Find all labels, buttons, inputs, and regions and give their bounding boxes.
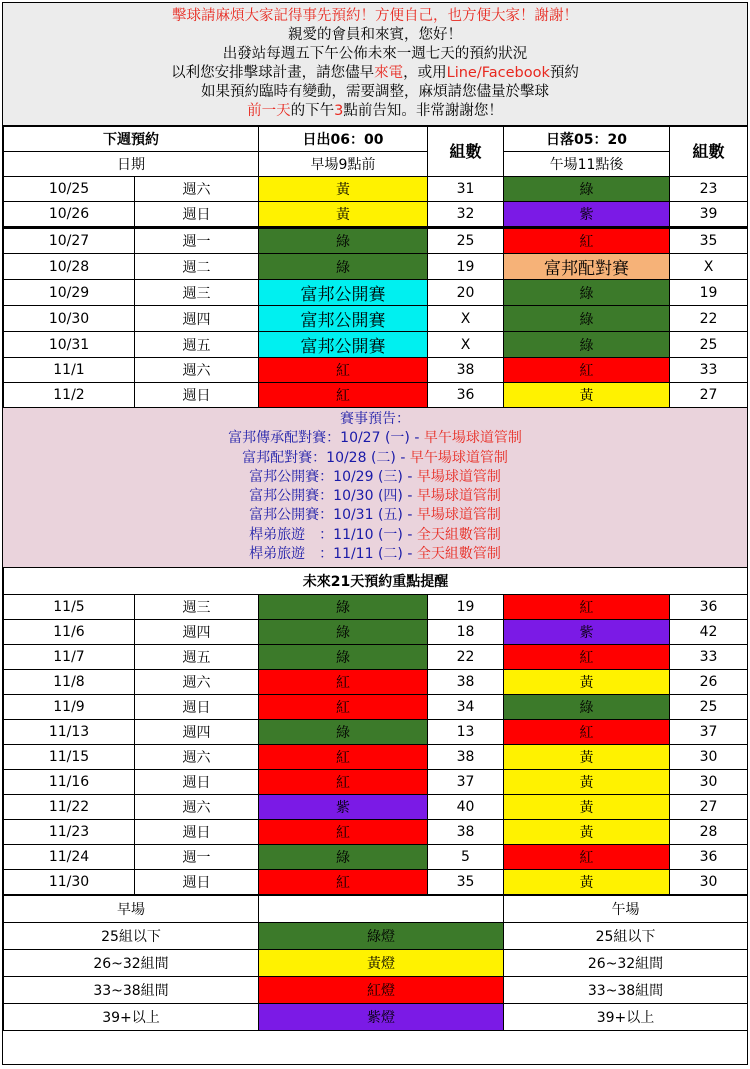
preview-highlight: 早場 <box>416 507 445 524</box>
afternoon-status-cell: 綠 <box>504 177 670 202</box>
notice-highlight: 前一天 <box>247 103 291 119</box>
table-row <box>4 306 748 332</box>
afternoon-groups-cell: 30 <box>670 745 748 770</box>
weekday-cell: 週日 <box>135 820 259 845</box>
weekday-cell: 週三 <box>135 280 259 306</box>
afternoon-groups-cell: 25 <box>670 332 748 358</box>
afternoon-groups-cell: 33 <box>670 645 748 670</box>
morning-status-cell: 黃 <box>259 177 428 202</box>
afternoon-groups-cell: 30 <box>670 870 748 895</box>
date-cell: 10/27 <box>4 228 135 254</box>
morning-status-cell: 富邦公開賽 <box>259 306 428 332</box>
weekly-booking-table <box>3 126 748 408</box>
morning-status-cell: 綠 <box>259 645 428 670</box>
weekday-cell: 週六 <box>135 358 259 383</box>
legend-morning-range: 26~32組間 <box>4 950 259 977</box>
weekday-cell: 週一 <box>135 228 259 254</box>
preview-line <box>3 429 747 448</box>
preview-highlight: 早午 <box>409 449 438 466</box>
morning-groups-cell: 38 <box>428 358 504 383</box>
preview-text: 富邦公開賽：10/29 (三) - <box>249 468 417 485</box>
preview-text: 富邦公開賽：10/31 (五) - <box>249 507 417 524</box>
morning-status-cell: 紅 <box>259 670 428 695</box>
weekday-cell: 週五 <box>135 332 259 358</box>
afternoon-groups-cell: 27 <box>670 383 748 408</box>
future-booking-table <box>3 567 748 895</box>
morning-status-cell: 綠 <box>259 595 428 620</box>
weekday-cell: 週六 <box>135 177 259 202</box>
notice-line-6 <box>3 102 747 121</box>
afternoon-status-cell: 紫 <box>504 202 670 228</box>
afternoon-status-cell: 紅 <box>504 720 670 745</box>
sunrise-header: 日出06：00 <box>259 127 428 152</box>
notice-highlight: Line/Facebook <box>446 65 550 81</box>
legend-table <box>3 895 748 1031</box>
preview-text: 場球道管制 <box>451 430 522 447</box>
preview-highlight: 全天 <box>416 546 445 563</box>
legend-morning-range: 33~38組間 <box>4 977 259 1004</box>
table-row <box>4 720 748 745</box>
preview-line <box>3 506 747 525</box>
notice-line-5: 如果預約臨時有變動，需要調整，麻煩請您儘量於擊球 <box>201 84 549 100</box>
preview-text: 富邦配對賽：10/28 (二) - <box>242 449 410 466</box>
legend-afternoon-range: 39+以上 <box>504 1004 748 1031</box>
afternoon-status-cell: 黃 <box>504 745 670 770</box>
date-cell: 11/7 <box>4 645 135 670</box>
afternoon-status-cell: 紅 <box>504 845 670 870</box>
preview-line <box>3 545 747 564</box>
legend-light: 紫燈 <box>259 1004 504 1031</box>
date-cell: 11/16 <box>4 770 135 795</box>
notice-text: 以利您安排擊球計畫，請您儘早 <box>171 65 375 81</box>
afternoon-status-cell: 黃 <box>504 820 670 845</box>
afternoon-groups-cell: 35 <box>670 228 748 254</box>
legend-afternoon-range: 26~32組間 <box>504 950 748 977</box>
afternoon-groups-cell: 36 <box>670 595 748 620</box>
preview-line <box>3 487 747 506</box>
morning-status-cell: 富邦公開賽 <box>259 332 428 358</box>
pm-groups-header: 組數 <box>670 127 748 177</box>
date-cell: 11/23 <box>4 820 135 845</box>
table-row <box>4 332 748 358</box>
morning-status-cell: 綠 <box>259 254 428 280</box>
morning-groups-cell: 36 <box>428 383 504 408</box>
preview-text: 場球道管制 <box>437 449 508 466</box>
preview-text: 球道管制 <box>444 468 501 485</box>
table-row <box>4 645 748 670</box>
date-cell: 11/1 <box>4 358 135 383</box>
booking-sheet <box>2 2 748 1065</box>
table-row <box>4 595 748 620</box>
preview-highlight: 早場 <box>416 468 445 485</box>
morning-header: 早場9點前 <box>259 152 428 177</box>
table-row <box>4 177 748 202</box>
notice-text: 的下午 <box>290 103 335 119</box>
table-row <box>4 383 748 408</box>
legend-morning-range: 25組以下 <box>4 923 259 950</box>
table-row <box>4 358 748 383</box>
afternoon-status-cell: 黃 <box>504 770 670 795</box>
afternoon-status-cell: 紅 <box>504 228 670 254</box>
weekday-cell: 週六 <box>135 795 259 820</box>
morning-groups-cell: 20 <box>428 280 504 306</box>
afternoon-groups-cell: 25 <box>670 695 748 720</box>
morning-groups-cell: 5 <box>428 845 504 870</box>
preview-text: 球道管制 <box>444 507 501 524</box>
legend-blank <box>259 896 504 923</box>
afternoon-groups-cell: 37 <box>670 720 748 745</box>
afternoon-status-cell: 富邦配對賽 <box>504 254 670 280</box>
table-row <box>4 870 748 895</box>
date-cell: 11/5 <box>4 595 135 620</box>
weekday-cell: 週一 <box>135 845 259 870</box>
notice-box <box>3 3 747 126</box>
table-row <box>4 820 748 845</box>
legend-row <box>4 1004 748 1031</box>
date-cell: 11/22 <box>4 795 135 820</box>
date-cell: 11/9 <box>4 695 135 720</box>
future-title: 未來21天預約重點提醒 <box>4 568 748 595</box>
afternoon-status-cell: 紅 <box>504 645 670 670</box>
afternoon-groups-cell: 36 <box>670 845 748 870</box>
afternoon-groups-cell: 23 <box>670 177 748 202</box>
date-cell: 10/28 <box>4 254 135 280</box>
afternoon-status-cell: 黃 <box>504 795 670 820</box>
preview-lines <box>3 429 747 564</box>
legend-afternoon-label: 午場 <box>504 896 748 923</box>
morning-groups-cell: X <box>428 332 504 358</box>
afternoon-status-cell: 綠 <box>504 306 670 332</box>
preview-highlight: 早場 <box>416 488 445 505</box>
weekday-cell: 週六 <box>135 670 259 695</box>
morning-status-cell: 紅 <box>259 383 428 408</box>
morning-groups-cell: 22 <box>428 645 504 670</box>
morning-groups-cell: 35 <box>428 870 504 895</box>
table-row <box>4 670 748 695</box>
legend-afternoon-range: 33~38組間 <box>504 977 748 1004</box>
morning-groups-cell: 37 <box>428 770 504 795</box>
table-row <box>4 770 748 795</box>
afternoon-status-cell: 紅 <box>504 358 670 383</box>
morning-status-cell: 綠 <box>259 620 428 645</box>
morning-groups-cell: 18 <box>428 620 504 645</box>
afternoon-groups-cell: 22 <box>670 306 748 332</box>
legend-morning-label: 早場 <box>4 896 259 923</box>
preview-highlight: 早午 <box>423 430 452 447</box>
preview-text: 桿弟旅遊 ：11/10 (一) - <box>249 526 417 543</box>
afternoon-groups-cell: 30 <box>670 770 748 795</box>
morning-status-cell: 綠 <box>259 720 428 745</box>
morning-groups-cell: 38 <box>428 670 504 695</box>
preview-text: 球道管制 <box>444 488 501 505</box>
preview-line <box>3 449 747 468</box>
afternoon-status-cell: 綠 <box>504 332 670 358</box>
morning-groups-cell: 19 <box>428 595 504 620</box>
notice-line-4 <box>3 64 747 83</box>
event-preview <box>3 408 747 567</box>
afternoon-groups-cell: 28 <box>670 820 748 845</box>
legend-row <box>4 977 748 1004</box>
preview-text: 富邦傳承配對賽：10/27 (一) - <box>228 430 424 447</box>
preview-highlight: 全天 <box>416 526 445 543</box>
morning-groups-cell: 32 <box>428 202 504 228</box>
legend-row <box>4 923 748 950</box>
table-row <box>4 254 748 280</box>
afternoon-groups-cell: 27 <box>670 795 748 820</box>
morning-status-cell: 紅 <box>259 820 428 845</box>
weekday-cell: 週四 <box>135 306 259 332</box>
sunset-header: 日落05：20 <box>504 127 670 152</box>
notice-line-1: 擊球請麻煩大家記得事先預約！方便自己，也方便大家！謝謝！ <box>172 8 578 24</box>
preview-text: 組數管制 <box>444 526 501 543</box>
morning-status-cell: 紅 <box>259 695 428 720</box>
morning-status-cell: 紅 <box>259 770 428 795</box>
notice-highlight: 3 <box>334 103 344 119</box>
date-cell: 11/15 <box>4 745 135 770</box>
date-cell: 11/30 <box>4 870 135 895</box>
am-groups-header: 組數 <box>428 127 504 177</box>
weekday-cell: 週日 <box>135 695 259 720</box>
date-header: 日期 <box>4 152 259 177</box>
notice-highlight: 來電 <box>374 65 404 81</box>
morning-groups-cell: 38 <box>428 820 504 845</box>
legend-afternoon-range: 25組以下 <box>504 923 748 950</box>
preview-line <box>3 468 747 487</box>
morning-status-cell: 綠 <box>259 845 428 870</box>
afternoon-status-cell: 黃 <box>504 383 670 408</box>
weekday-cell: 週四 <box>135 720 259 745</box>
morning-groups-cell: 25 <box>428 228 504 254</box>
afternoon-status-cell: 綠 <box>504 695 670 720</box>
weekday-cell: 週六 <box>135 745 259 770</box>
date-cell: 11/13 <box>4 720 135 745</box>
morning-status-cell: 富邦公開賽 <box>259 280 428 306</box>
legend-light: 綠燈 <box>259 923 504 950</box>
morning-groups-cell: 40 <box>428 795 504 820</box>
notice-line-3: 出發站每週五下午公佈未來一週七天的預約狀況 <box>222 46 528 62</box>
weekday-cell: 週五 <box>135 645 259 670</box>
afternoon-status-cell: 紫 <box>504 620 670 645</box>
table-row <box>4 228 748 254</box>
morning-status-cell: 黃 <box>259 202 428 228</box>
date-cell: 11/24 <box>4 845 135 870</box>
date-cell: 10/25 <box>4 177 135 202</box>
weekday-cell: 週日 <box>135 202 259 228</box>
morning-groups-cell: 19 <box>428 254 504 280</box>
preview-text: 組數管制 <box>444 546 501 563</box>
afternoon-header: 午場11點後 <box>504 152 670 177</box>
table-row <box>4 745 748 770</box>
afternoon-status-cell: 黃 <box>504 670 670 695</box>
preview-title: 賽事預告： <box>340 411 410 427</box>
date-cell: 10/31 <box>4 332 135 358</box>
afternoon-status-cell: 綠 <box>504 280 670 306</box>
table-row <box>4 845 748 870</box>
morning-status-cell: 紅 <box>259 358 428 383</box>
weekday-cell: 週日 <box>135 770 259 795</box>
legend-row <box>4 950 748 977</box>
table-row <box>4 795 748 820</box>
preview-text: 富邦公開賽：10/30 (四) - <box>249 488 417 505</box>
morning-status-cell: 紅 <box>259 870 428 895</box>
morning-groups-cell: 38 <box>428 745 504 770</box>
date-cell: 10/26 <box>4 202 135 228</box>
weekday-cell: 週日 <box>135 383 259 408</box>
date-cell: 10/30 <box>4 306 135 332</box>
notice-text: 預約 <box>549 65 579 81</box>
morning-status-cell: 綠 <box>259 228 428 254</box>
preview-line <box>3 526 747 545</box>
afternoon-groups-cell: X <box>670 254 748 280</box>
morning-groups-cell: 13 <box>428 720 504 745</box>
morning-status-cell: 紅 <box>259 745 428 770</box>
week-title: 下週預約 <box>4 127 259 152</box>
table-row <box>4 280 748 306</box>
morning-groups-cell: X <box>428 306 504 332</box>
afternoon-groups-cell: 19 <box>670 280 748 306</box>
weekday-cell: 週三 <box>135 595 259 620</box>
afternoon-groups-cell: 39 <box>670 202 748 228</box>
legend-morning-range: 39+以上 <box>4 1004 259 1031</box>
date-cell: 10/29 <box>4 280 135 306</box>
afternoon-groups-cell: 26 <box>670 670 748 695</box>
table-row <box>4 695 748 720</box>
afternoon-status-cell: 紅 <box>504 595 670 620</box>
legend-light: 紅燈 <box>259 977 504 1004</box>
weekday-cell: 週二 <box>135 254 259 280</box>
legend-light: 黃燈 <box>259 950 504 977</box>
notice-text: 點前告知。非常謝謝您！ <box>343 103 503 119</box>
table-row <box>4 202 748 228</box>
afternoon-groups-cell: 42 <box>670 620 748 645</box>
weekday-cell: 週四 <box>135 620 259 645</box>
date-cell: 11/2 <box>4 383 135 408</box>
table-row <box>4 620 748 645</box>
morning-groups-cell: 34 <box>428 695 504 720</box>
weekday-cell: 週日 <box>135 870 259 895</box>
morning-status-cell: 紫 <box>259 795 428 820</box>
afternoon-groups-cell: 33 <box>670 358 748 383</box>
notice-line-2: 親愛的會員和來賓，您好！ <box>288 27 462 43</box>
notice-text: ，或用 <box>403 65 447 81</box>
preview-text: 桿弟旅遊 ：11/11 (二) - <box>249 546 417 563</box>
date-cell: 11/6 <box>4 620 135 645</box>
afternoon-status-cell: 黃 <box>504 870 670 895</box>
morning-groups-cell: 31 <box>428 177 504 202</box>
date-cell: 11/8 <box>4 670 135 695</box>
